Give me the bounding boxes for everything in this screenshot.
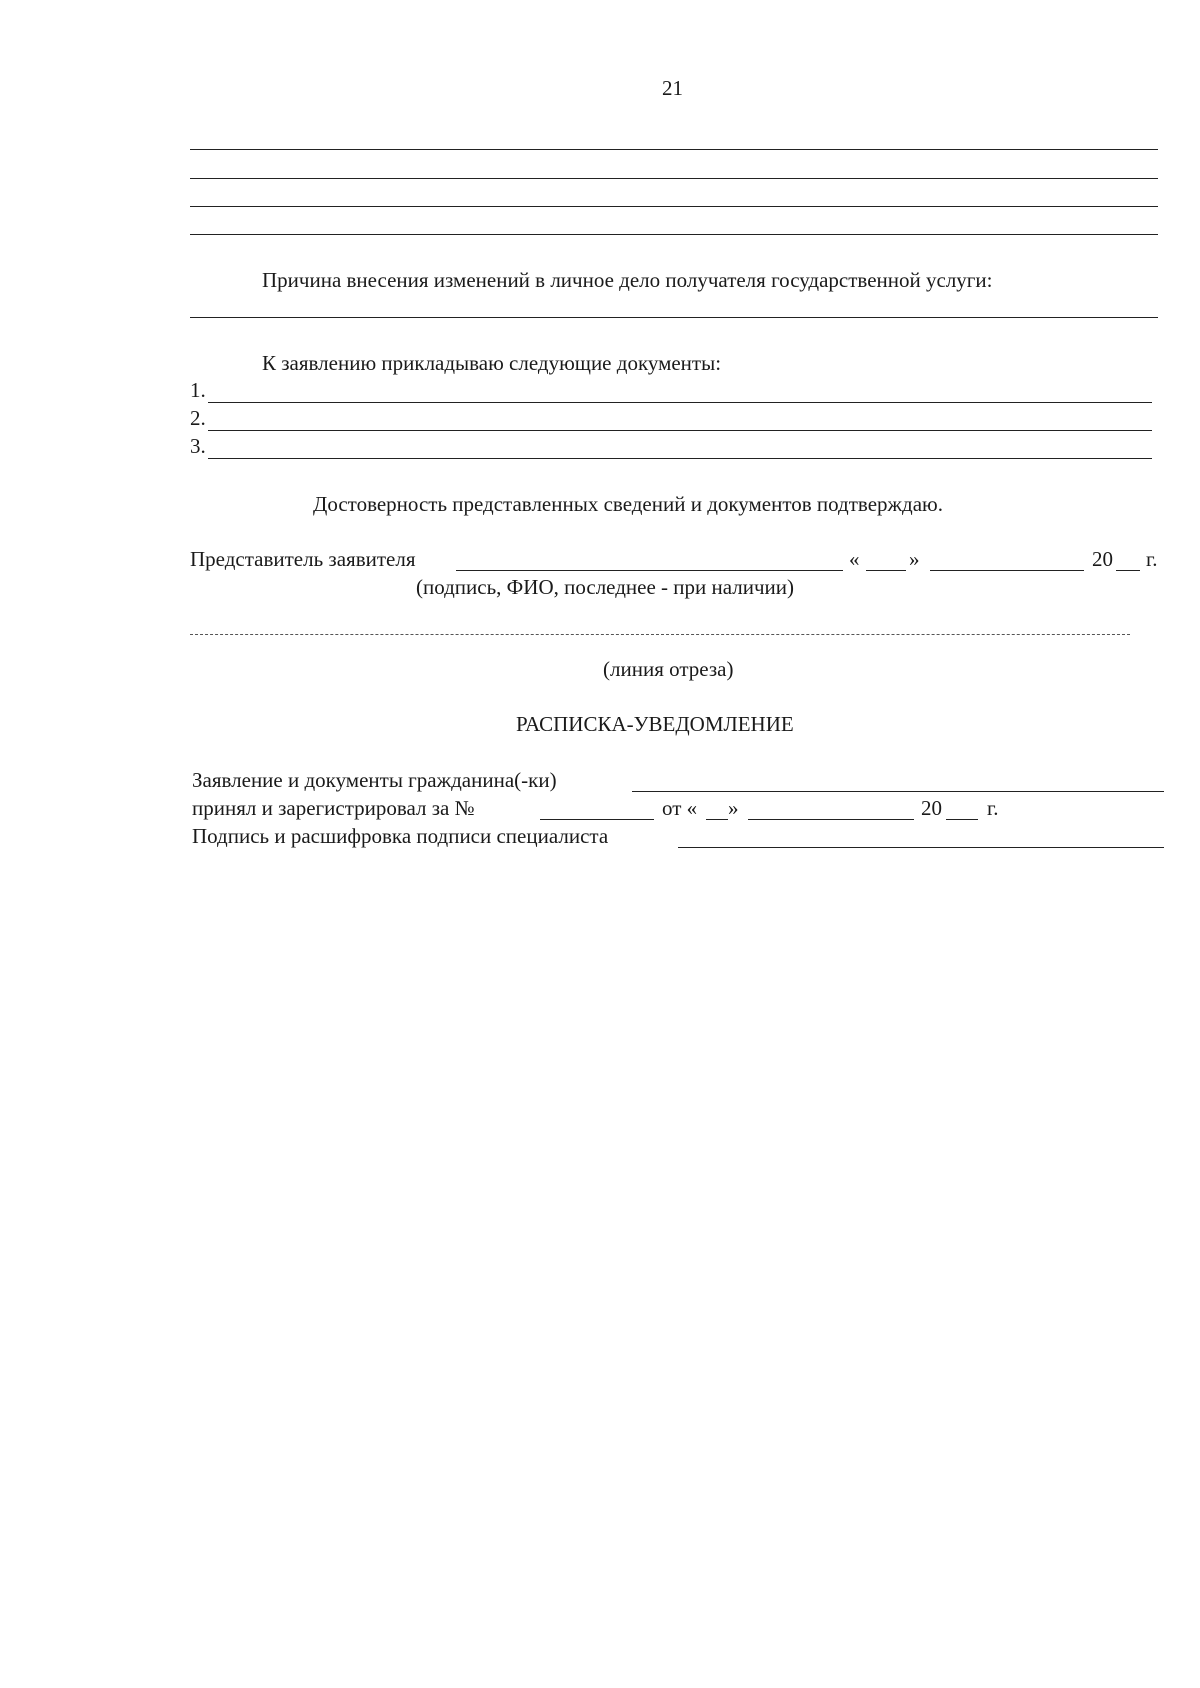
confirmation-statement: Достоверность представленных сведений и документов подтверждаю.: [313, 492, 943, 516]
receipt-title: РАСПИСКА-УВЕДОМЛЕНИЕ: [516, 712, 794, 736]
reason-field-line[interactable]: [190, 317, 1158, 318]
attachments-intro: К заявлению прикладываю следующие документы:: [262, 351, 722, 375]
attachment-item-number: 3.: [190, 434, 206, 458]
date-day-line[interactable]: [866, 570, 906, 571]
receipt-applicant-label: Заявление и документы гражданина(-ки): [192, 768, 557, 792]
attachment-item-line[interactable]: [208, 430, 1152, 431]
receipt-month-line[interactable]: [748, 819, 914, 820]
blank-line[interactable]: [190, 234, 1158, 235]
attachment-item-number: 2.: [190, 406, 206, 430]
reason-label: Причина внесения изменений в личное дело получателя государственной услуги:: [262, 268, 993, 292]
blank-line[interactable]: [190, 206, 1158, 207]
date-year-prefix: 20: [1092, 547, 1113, 571]
page-number: 21: [662, 76, 683, 100]
attachment-item-number: 1.: [190, 378, 206, 402]
receipt-applicant-line[interactable]: [632, 791, 1164, 792]
receipt-specialist-label: Подпись и расшифровка подписи специалиста: [192, 824, 609, 848]
receipt-quote-close: »: [728, 796, 739, 820]
date-quote-open: «: [849, 547, 860, 571]
receipt-registration-number-line[interactable]: [540, 819, 654, 820]
receipt-specialist-signature-line[interactable]: [678, 847, 1164, 848]
receipt-year-suffix: г.: [987, 796, 999, 820]
representative-hint: (подпись, ФИО, последнее - при наличии): [416, 575, 794, 599]
date-year-suffix: г.: [1146, 547, 1158, 571]
blank-line[interactable]: [190, 178, 1158, 179]
date-month-line[interactable]: [930, 570, 1084, 571]
attachment-item-line[interactable]: [208, 458, 1152, 459]
receipt-year-line[interactable]: [946, 819, 978, 820]
representative-signature-line[interactable]: [456, 570, 843, 571]
date-year-line[interactable]: [1116, 570, 1140, 571]
receipt-from-label: от «: [662, 796, 698, 820]
receipt-year-prefix: 20: [921, 796, 942, 820]
blank-line[interactable]: [190, 149, 1158, 150]
representative-label: Представитель заявителя: [190, 547, 416, 571]
cut-line: [190, 634, 1130, 635]
attachment-item-line[interactable]: [208, 402, 1152, 403]
receipt-day-line[interactable]: [706, 819, 728, 820]
cut-line-label: (линия отреза): [603, 657, 734, 681]
receipt-registration-label: принял и зарегистрировал за №: [192, 796, 475, 820]
date-quote-close: »: [909, 547, 920, 571]
